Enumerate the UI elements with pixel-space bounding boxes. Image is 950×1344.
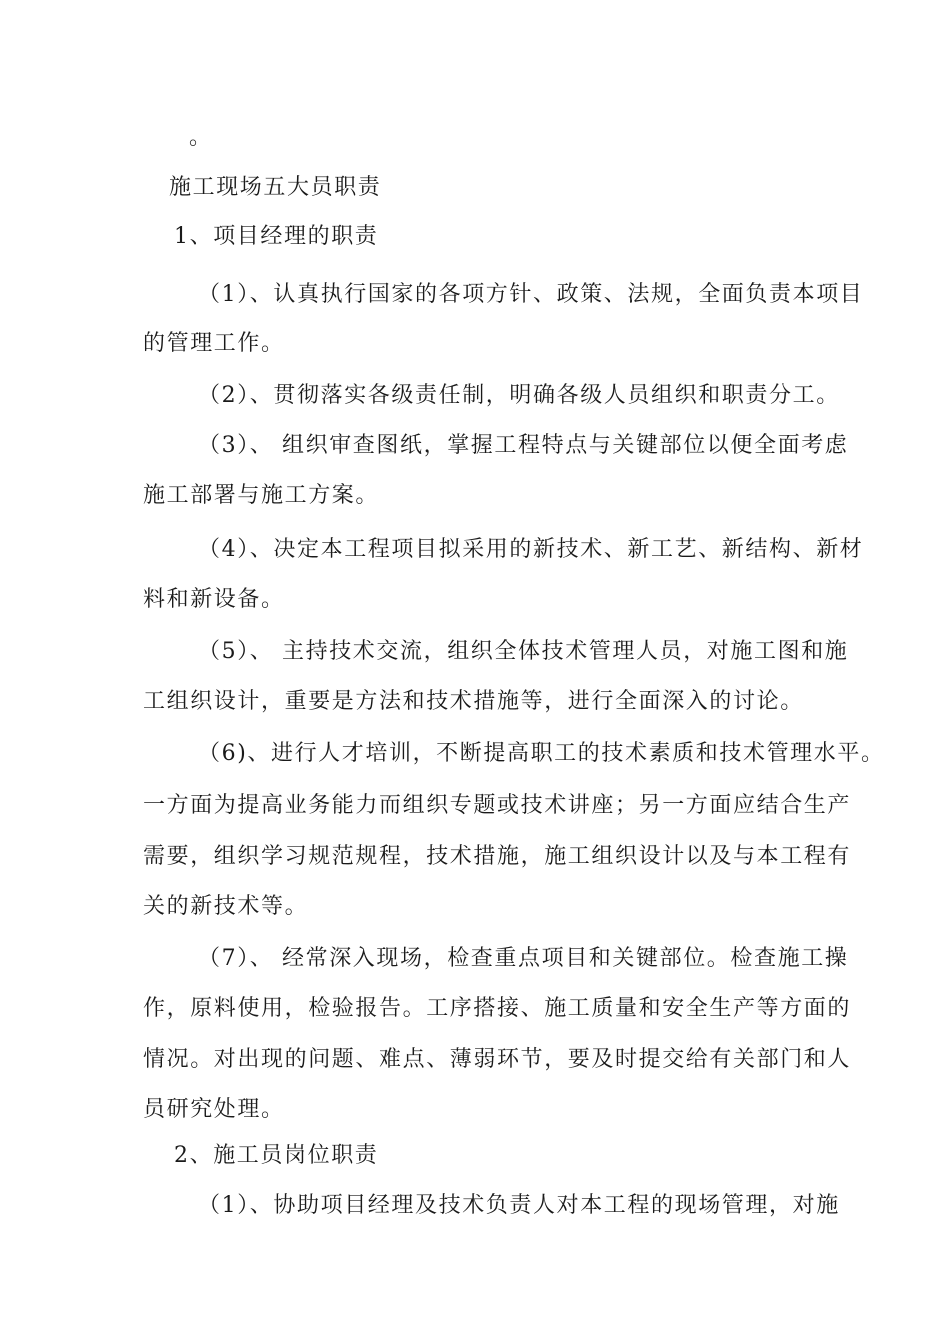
section-heading: 2、施工员岗位职责 [174, 1143, 379, 1168]
paragraph-line: 作，原料使用，检验报告。工序搭接、施工质量和安全生产等方面的 [143, 996, 852, 1021]
top-mark: 。 [189, 125, 213, 150]
paragraph-line: （1）、协助项目经理及技术负责人对本工程的现场管理，对施 [198, 1193, 840, 1218]
paragraph-line: 的管理工作。 [143, 331, 285, 356]
paragraph-line: （4）、决定本工程项目拟采用的新技术、新工艺、新结构、新材 [198, 537, 864, 562]
paragraph-line: 工组织设计，重要是方法和技术措施等，进行全面深入的讨论。 [143, 689, 804, 714]
paragraph-line: 一方面为提高业务能力而组织专题或技术讲座；另一方面应结合生产 [143, 793, 852, 818]
paragraph-line: 关的新技术等。 [143, 894, 309, 919]
paragraph-line: （6)、进行人才培训，不断提高职工的技术素质和技术管理水平。 [198, 741, 885, 766]
paragraph-line: 情况。对出现的问题、难点、薄弱环节，要及时提交给有关部门和人 [143, 1047, 852, 1072]
paragraph-line: 员研究处理。 [143, 1097, 285, 1122]
paragraph-line: （7）、 经常深入现场，检查重点项目和关键部位。检查施工操 [198, 946, 849, 971]
paragraph-line: （2）、贯彻落实各级责任制，明确各级人员组织和职责分工。 [198, 383, 840, 408]
paragraph-line: 施工部署与施工方案。 [143, 483, 380, 508]
paragraph-line: （3）、 组织审查图纸，掌握工程特点与关键部位以便全面考虑 [198, 433, 849, 458]
document-title: 施工现场五大员职责 [169, 175, 382, 200]
paragraph-line: 料和新设备。 [143, 587, 285, 612]
section-heading: 1、项目经理的职责 [174, 224, 379, 249]
paragraph-line: 需要，组织学习规范规程，技术措施，施工组织设计以及与本工程有 [143, 844, 852, 869]
paragraph-line: （1）、认真执行国家的各项方针、政策、法规，全面负责本项目 [198, 282, 864, 307]
paragraph-line: （5）、 主持技术交流，组织全体技术管理人员，对施工图和施 [198, 639, 849, 664]
